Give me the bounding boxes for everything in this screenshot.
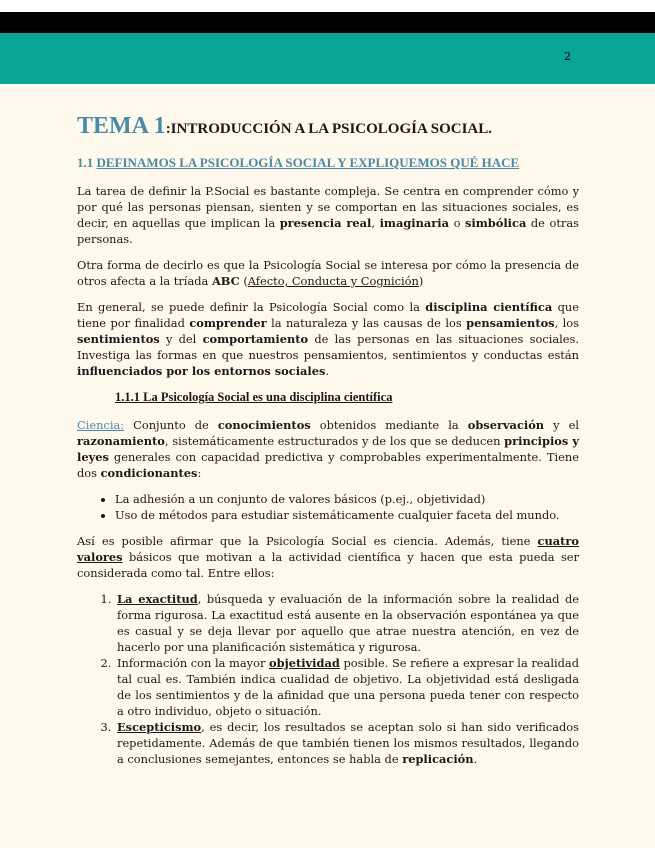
list-item xyxy=(115,719,579,767)
text: Otra forma de decirlo es que la Psicología Social se interesa por cómo la presencia de otros afecta a la tríada xyxy=(77,258,579,288)
text: o xyxy=(449,216,465,230)
text: ) xyxy=(418,274,424,288)
underlined-text: Afecto, Conducta y Cognición xyxy=(247,274,419,288)
paragraph-1 xyxy=(77,183,579,247)
text: : xyxy=(197,466,202,480)
text: , búsqueda y evaluación de la información sobre la realidad de forma rigurosa. La exactitud está ausente en la observación espontánea ya que es casual y se deja llevar por aquello que atrae nuestra atención, en vez de hacerlo por una planificación sistemática y rigurosa. xyxy=(117,592,579,654)
list-item xyxy=(115,591,579,655)
section-heading-1-1-1: 1.1.1 La Psicología Social es una disciplina científica xyxy=(115,390,393,404)
paragraph-5 xyxy=(77,533,579,581)
bold-text: disciplina científica xyxy=(425,300,553,314)
text: Conjunto de xyxy=(124,418,218,432)
bold-text: influenciados por los entornos sociales xyxy=(77,364,326,378)
text: posible. Se refiere a expresar la realidad tal cual es. También indica cualidad de objetivo. La objetividad está desligada de los sentimientos y de la afinidad que una persona pueda tener con respecto a otro individuo, objeto o situación. xyxy=(117,656,580,718)
text: de las personas en las situaciones sociales. Investiga las formas en que nuestros pensamientos, sentimientos y conductas están xyxy=(77,332,579,362)
text: La tarea de definir la P.Social es bastante compleja. Se centra en comprender cómo y por qué las personas piensan, sienten y se comportan en las situaciones sociales, es decir, en aquellas que implican la xyxy=(77,184,579,230)
bold-text: razonamiento xyxy=(77,434,165,448)
bold-text: ABC xyxy=(211,274,240,288)
text: , xyxy=(371,216,380,230)
title-rest: :INTRODUCCIÓN A LA PSICOLOGÍA SOCIAL. xyxy=(165,121,493,137)
text: que tiene por finalidad xyxy=(77,300,579,330)
top-margin xyxy=(0,0,655,12)
bold-underlined-text: Escepticismo xyxy=(117,720,202,734)
text: . xyxy=(473,752,478,766)
bold-text: replicación xyxy=(402,752,474,766)
ciencia-link[interactable]: Ciencia: xyxy=(77,418,125,432)
list-item: • La adhesión a un conjunto de valores básicos (p.ej., objetividad) xyxy=(115,491,579,507)
text: básicos que motivan a la actividad científica y hacen que esta pueda ser considerada como tal. Entre ellos: xyxy=(77,550,579,580)
bold-text: observación xyxy=(467,418,545,432)
bold-text: principios y leyes xyxy=(77,434,579,464)
bullet-list xyxy=(77,491,579,523)
bold-underlined-text: cuatro valores xyxy=(77,534,579,564)
text: de otras personas. xyxy=(77,216,579,246)
bold-text: sentimientos xyxy=(77,332,160,346)
text: , los xyxy=(554,316,579,330)
page-title xyxy=(77,113,579,139)
text: En general, se puede definir la Psicología Social como la xyxy=(77,300,426,314)
text: Información con la mayor xyxy=(117,656,270,670)
paragraph-4 xyxy=(77,417,579,481)
header-teal-band xyxy=(0,33,655,84)
list-item xyxy=(115,655,579,719)
header-black-band xyxy=(0,12,655,33)
bold-text: conocimientos xyxy=(217,418,311,432)
text: ( xyxy=(239,274,248,288)
section-title: DEFINAMOS LA PSICOLOGÍA SOCIAL Y EXPLIQUEMOS QUÉ HACE xyxy=(96,155,520,170)
bold-text: presencia real xyxy=(279,216,372,230)
document-body xyxy=(77,113,580,767)
bold-underlined-text: objetividad xyxy=(269,656,340,670)
bold-text: simbólica xyxy=(465,216,527,230)
text: . xyxy=(325,364,330,378)
text: y del xyxy=(159,332,203,346)
text: obtenidos mediante la xyxy=(310,418,468,432)
bold-text: pensamientos xyxy=(466,316,555,330)
bold-text: comportamiento xyxy=(202,332,309,346)
text: generales con capacidad predictiva y comprobables experimentalmente. Tiene dos xyxy=(77,450,579,480)
text: , es decir, los resultados se aceptan solo si han sido verificados repetidamente. Además de que también tienen los mismos resultados, llegando a conclusiones semejantes, entonces se habla de xyxy=(117,720,579,766)
section-number: 1.1 xyxy=(77,155,97,170)
paragraph-2 xyxy=(77,257,579,289)
bold-underlined-text: La exactitud xyxy=(117,592,198,606)
section-heading-1-1 xyxy=(77,155,579,171)
text: , sistemáticamente estructurados y de los que se deducen xyxy=(164,434,505,448)
paragraph-3 xyxy=(77,299,579,379)
bold-text: comprender xyxy=(189,316,267,330)
text: Así es posible afirmar que la Psicología Social es ciencia. Además, tiene xyxy=(77,534,538,548)
page-number: 2 xyxy=(564,50,571,63)
bold-text: condicionantes xyxy=(100,466,198,480)
text: la naturaleza y las causas de los xyxy=(266,316,467,330)
bold-text: imaginaria xyxy=(379,216,450,230)
text: y el xyxy=(544,418,580,432)
title-tema: TEMA 1 xyxy=(77,113,166,139)
list-item: • Uso de métodos para estudiar sistemáticamente cualquier faceta del mundo. xyxy=(115,507,579,523)
numbered-list xyxy=(77,591,579,767)
